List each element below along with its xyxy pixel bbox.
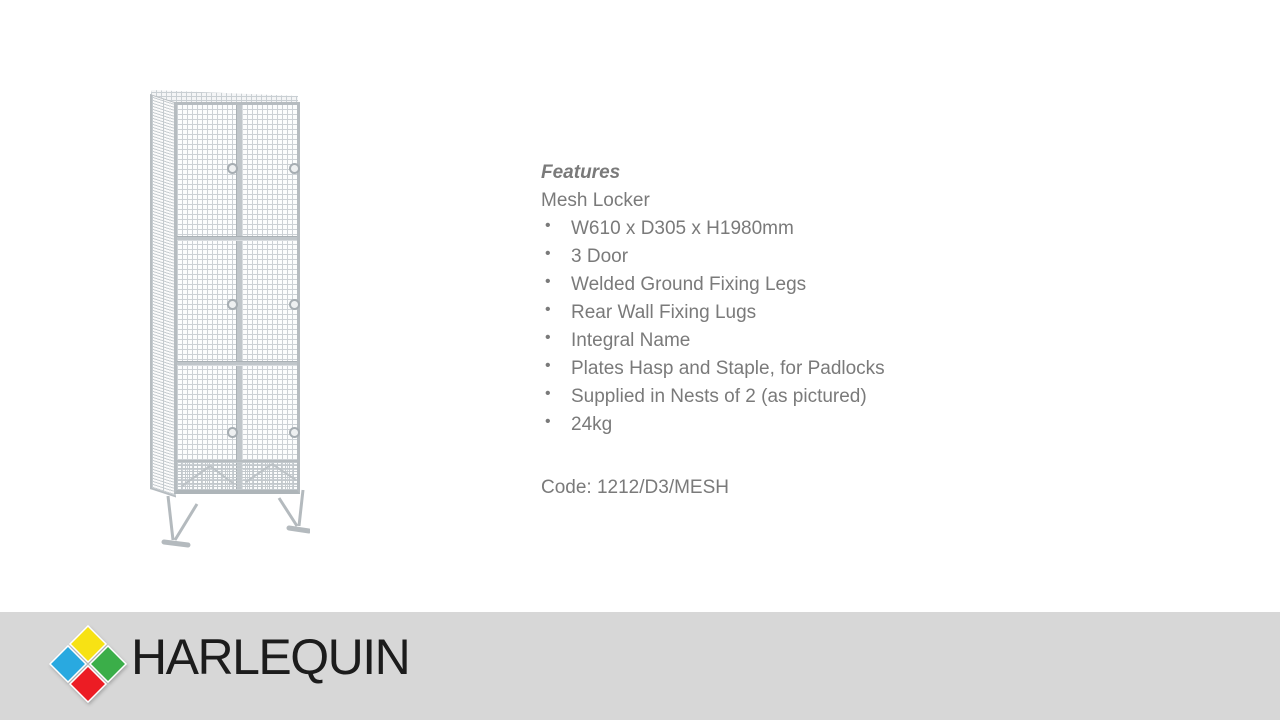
feature-item: • 3 Door: [541, 243, 961, 271]
features-list: [541, 215, 961, 439]
feature-item: • Integral Name: [541, 327, 961, 355]
feature-item: • 24kg: [541, 411, 961, 439]
mesh-locker-image: [146, 88, 310, 553]
padlock-hasp-icon: [227, 427, 238, 438]
locker-rail-lower: [177, 361, 297, 366]
features-heading: Features: [541, 162, 621, 183]
feature-item: • Plates Hasp and Staple, for Padlocks: [541, 355, 961, 383]
brand-name: HARLEQUIN: [131, 629, 410, 685]
locker-rail-upper: [177, 236, 297, 241]
padlock-hasp-icon: [289, 299, 300, 310]
feature-item: • W610 x D305 x H1980mm: [541, 215, 961, 243]
footer-bar: [0, 612, 1280, 720]
padlock-hasp-icon: [227, 299, 238, 310]
locker-side-panel: [150, 94, 176, 497]
feature-item: • Supplied in Nests of 2 (as pictured): [541, 383, 961, 411]
feature-item: • Rear Wall Fixing Lugs: [541, 299, 961, 327]
feature-item: • Welded Ground Fixing Legs: [541, 271, 961, 299]
padlock-hasp-icon: [227, 163, 238, 174]
locker-legs: [146, 458, 310, 553]
padlock-hasp-icon: [289, 427, 300, 438]
harlequin-logo-icon: [56, 630, 120, 702]
padlock-hasp-icon: [289, 163, 300, 174]
features-panel: [541, 159, 961, 502]
product-code: Code: 1212/D3/MESH: [541, 477, 729, 498]
product-name: Mesh Locker: [541, 190, 650, 211]
locker-front-doors: [174, 102, 300, 494]
